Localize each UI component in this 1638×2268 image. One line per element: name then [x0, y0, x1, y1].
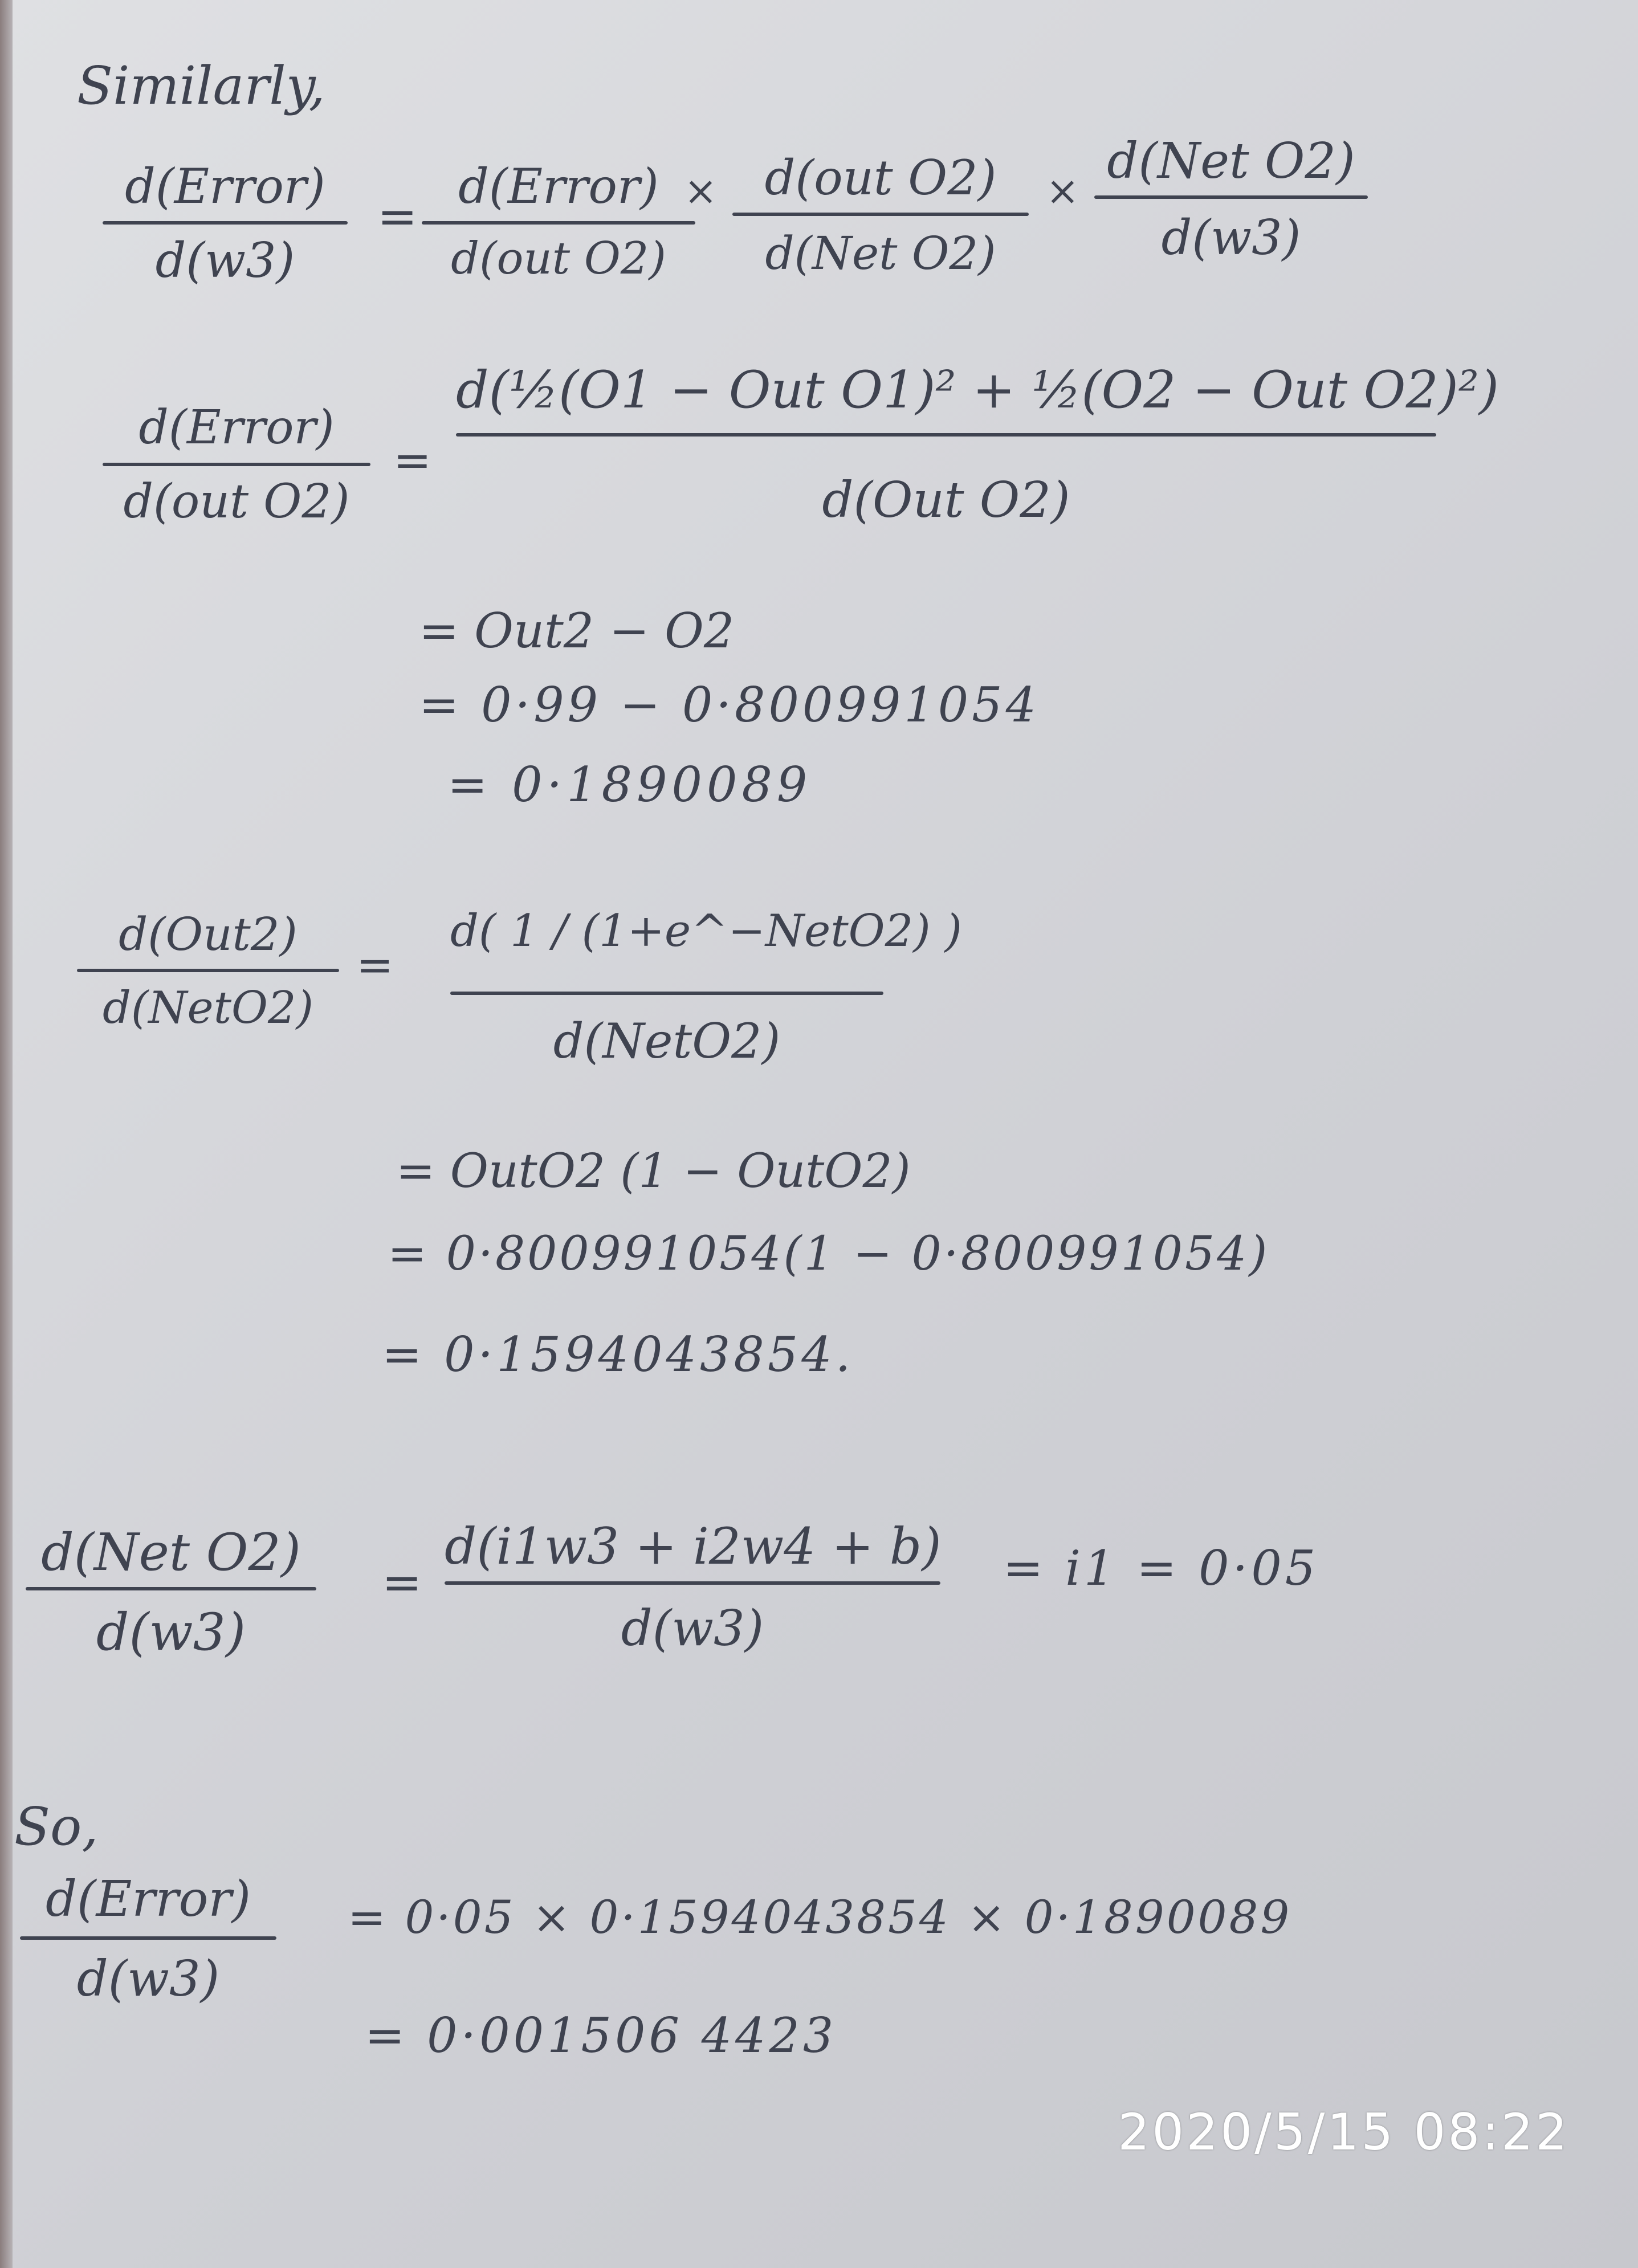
net-lhs-denominator: d(w3)	[96, 1602, 246, 1662]
chain-term2-numerator: d(out O2)	[764, 150, 997, 206]
net-result: = i1 = 0·05	[1003, 1540, 1319, 1596]
chain-term2-bar	[732, 213, 1029, 216]
net-rhs-denominator: d(w3)	[621, 1600, 764, 1657]
chain-times-2: ×	[1046, 168, 1079, 214]
sigmoid-lhs-denominator: d(NetO2)	[102, 982, 314, 1034]
net-lhs-numerator: d(Net O2)	[41, 1523, 301, 1582]
conclusion-lhs-bar	[20, 1936, 276, 1940]
sigmoid-lhs-bar	[77, 969, 339, 972]
error-rhs-numerator: d(½(O1 − Out O1)² + ½(O2 − Out O2)²)	[456, 360, 1500, 420]
error-lhs-numerator: d(Error)	[138, 401, 335, 455]
conclusion-step-2: = 0·001506 4423	[365, 2008, 837, 2063]
chain-lhs-numerator: d(Error)	[125, 158, 325, 214]
chain-lhs-bar	[103, 221, 348, 225]
sigmoid-rhs-bar	[450, 992, 883, 995]
sigmoid-lhs-fraction	[77, 906, 339, 1054]
chain-term2-denominator: d(Net O2)	[765, 227, 996, 280]
chain-term3-fraction	[1094, 128, 1368, 276]
conclusion-lhs-denominator: d(w3)	[76, 1951, 220, 2008]
paper-edge-shadow	[0, 0, 13, 2268]
error-step-2: = 0·99 − 0·800991054	[419, 677, 1040, 733]
error-rhs-denominator: d(Out O2)	[822, 472, 1070, 529]
chain-lhs-fraction	[103, 154, 348, 302]
error-step-1: = Out2 − O2	[419, 603, 735, 659]
sigmoid-rhs-fraction	[450, 866, 962, 1083]
chain-lhs-denominator: d(w3)	[155, 232, 295, 288]
chain-term1-numerator: d(Error)	[458, 158, 659, 214]
error-rhs-fraction	[456, 348, 1500, 541]
chain-term3-bar	[1094, 195, 1368, 199]
net-lhs-fraction	[26, 1516, 316, 1687]
sigmoid-step-2: = 0·800991054(1 − 0·800991054)	[388, 1227, 1270, 1281]
chain-term1-fraction	[422, 154, 695, 302]
sigmoid-lhs-numerator: d(Out2)	[119, 908, 298, 961]
net-rhs-numerator: d(i1w3 + i2w4 + b)	[445, 1517, 942, 1576]
conclusion-lhs-fraction	[20, 1871, 276, 2023]
sigmoid-step-1: = OutO2 (1 − OutO2)	[396, 1144, 911, 1198]
error-lhs-denominator: d(out O2)	[123, 475, 350, 529]
sigmoid-rhs-denominator: d(NetO2)	[553, 1013, 781, 1069]
chain-equals: =	[377, 189, 418, 244]
error-lhs-bar	[103, 463, 370, 466]
chain-term2-fraction	[732, 145, 1029, 293]
chain-term1-bar	[422, 221, 695, 225]
heading-similarly: Similarly,	[77, 55, 325, 116]
sigmoid-rhs-numerator: d( 1 / (1+e^−NetO2) )	[450, 905, 962, 957]
chain-term1-denominator: d(out O2)	[451, 233, 666, 284]
error-lhs-fraction	[103, 399, 370, 547]
error-equals: =	[393, 434, 432, 487]
photo-timestamp: 2020/5/15 08:22	[1118, 2103, 1570, 2161]
conclusion-lhs-numerator: d(Error)	[45, 1871, 251, 1928]
net-rhs-bar	[445, 1581, 940, 1585]
chain-term3-denominator: d(w3)	[1161, 210, 1301, 266]
conclusion-label: So,	[14, 1796, 99, 1857]
conclusion-step-1: = 0·05 × 0·1594043854 × 0·1890089	[348, 1891, 1292, 1944]
net-equals: =	[382, 1555, 422, 1610]
net-rhs-fraction	[445, 1510, 940, 1681]
sigmoid-equals: =	[356, 940, 394, 991]
sigmoid-step-3: = 0·1594043854.	[382, 1327, 854, 1382]
error-step-3: = 0·1890089	[447, 757, 812, 813]
chain-times-1: ×	[684, 168, 718, 214]
error-rhs-bar	[456, 433, 1436, 437]
chain-term3-numerator: d(Net O2)	[1107, 133, 1355, 190]
net-lhs-bar	[26, 1587, 316, 1590]
